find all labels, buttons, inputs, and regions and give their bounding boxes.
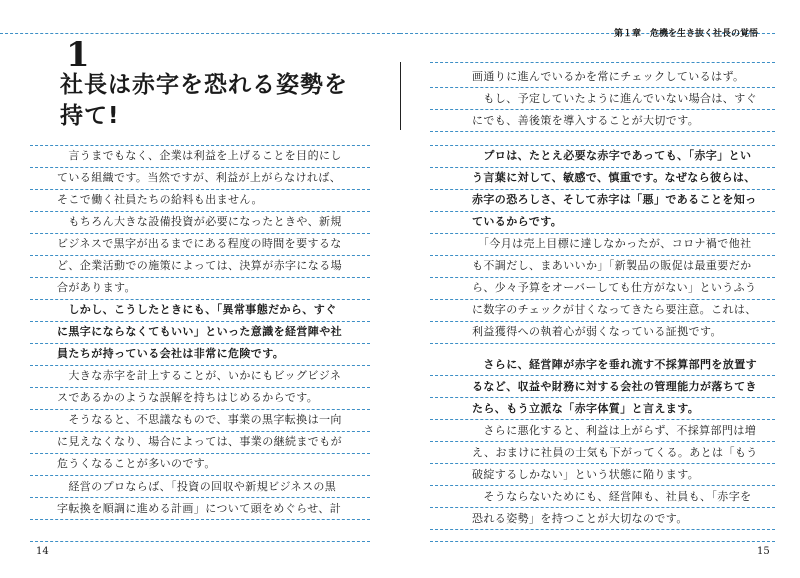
ruled-line — [430, 485, 775, 486]
body-line: 字転換を順調に進める計画」について頭をめぐらせ、計 — [57, 502, 342, 515]
ruled-line — [30, 343, 370, 344]
chapter-title-line-1: 社長は赤字を恐れる姿勢を — [60, 72, 348, 98]
body-line: 大きな赤字を計上することが、いかにもビッグビジネ — [57, 369, 342, 382]
ruled-line — [430, 529, 775, 530]
body-line: に見えなくなり、場合によっては、事業の継続までもが — [57, 435, 342, 448]
body-line: スであるかのような誤解を持ちはじめるからです。 — [57, 391, 319, 404]
body-line: そうなると、不思議なもので、事業の黒字転換は一向 — [57, 413, 342, 426]
right-page — [400, 0, 800, 578]
body-line: 言うまでもなく、企業は利益を上げることを目的にし — [57, 149, 342, 162]
chapter-title-line-2: 持て! — [60, 103, 120, 129]
ruled-line — [30, 453, 370, 454]
ruled-line — [30, 409, 370, 410]
body-line: ら、少々予算をオーバーしても仕方がない」というふう — [472, 281, 757, 294]
chapter-title — [60, 70, 348, 132]
body-line: 員たちが持っている会社は非常に危険です。 — [57, 347, 285, 360]
body-line: 合があります。 — [57, 281, 136, 294]
body-line: さらに悪化すると、利益は上がらず、不採算部門は増 — [472, 424, 757, 437]
ruled-line — [430, 167, 775, 168]
body-line: そうならないためにも、経営陣も、社員も、「赤字を — [472, 490, 752, 503]
ruled-line — [430, 441, 775, 442]
body-line: もし、予定していたように進んでいない場合は、すぐ — [472, 92, 757, 105]
ruled-line — [30, 255, 370, 256]
body-line: 恐れる姿勢」を持つことが大切なのです。 — [472, 512, 688, 525]
ruled-line — [30, 321, 370, 322]
ruled-line — [430, 507, 775, 508]
ruled-line — [430, 233, 775, 234]
body-line: も不調だし、まあいいか」「新製品の販促は最重要だか — [472, 259, 752, 272]
ruled-line — [430, 189, 775, 190]
body-line: もちろん大きな設備投資が必要になったときや、新規 — [57, 215, 342, 228]
ruled-line — [30, 387, 370, 388]
body-line: 経営のプロならば、「投資の回収や新規ビジネスの黒 — [57, 480, 337, 493]
body-line: ている組織です。当然ですが、利益が上がらなければ、 — [57, 171, 342, 184]
body-line: にでも、善後策を導入することが大切です。 — [472, 114, 700, 127]
top-rule — [0, 33, 400, 34]
ruled-line — [30, 431, 370, 432]
body-line: 危うくなることが多いのです。 — [57, 457, 216, 470]
body-line: ど、企業活動での施策によっては、決算が赤字になる場 — [57, 259, 342, 272]
chapter-number: 1 — [66, 35, 90, 75]
ruled-line — [30, 211, 370, 212]
body-line: 「今月は売上目標に達しなかったが、コロナ禍で他社 — [472, 237, 752, 250]
ruled-line — [430, 541, 775, 542]
ruled-line — [430, 277, 775, 278]
body-line: 赤字の恐ろしさ、そして赤字は「悪」であることを知っ — [472, 193, 757, 206]
ruled-line — [30, 189, 370, 190]
ruled-line — [30, 519, 370, 520]
ruled-line — [30, 167, 370, 168]
ruled-line — [30, 475, 370, 476]
ruled-line — [30, 233, 370, 234]
ruled-line — [430, 87, 775, 88]
body-line: しかし、こうしたときにも、「異常事態だから、すぐ — [57, 303, 337, 316]
ruled-line — [430, 62, 775, 63]
ruled-line — [430, 299, 775, 300]
ruled-line — [30, 277, 370, 278]
ruled-line — [430, 145, 775, 146]
body-line: そこで働く社員たちの給料も出ません。 — [57, 193, 263, 206]
body-line: プロは、たとえ必要な赤字であっても、「赤字」とい — [472, 149, 752, 162]
page-number-right: 15 — [757, 546, 770, 557]
ruled-line — [30, 497, 370, 498]
ruled-line — [430, 131, 775, 132]
running-head: 第１章 危機を生き抜く社長の覚悟 — [613, 29, 758, 39]
ruled-line — [30, 145, 370, 146]
ruled-line — [430, 419, 775, 420]
body-line: 破綻するしかない」という状態に陥ります。 — [472, 468, 700, 481]
ruled-line — [430, 109, 775, 110]
body-line: に数字のチェックが甘くなってきたら要注意。これは、 — [472, 303, 757, 316]
page-number-left: 14 — [36, 546, 49, 557]
body-line: 画通りに進んでいるかを常にチェックしているはず。 — [472, 70, 745, 83]
body-line: ているからです。 — [472, 215, 563, 228]
body-line: に黒字にならなくてもいい」といった意識を経営陣や社 — [57, 325, 342, 338]
ruled-line — [430, 255, 775, 256]
ruled-line — [430, 321, 775, 322]
ruled-line — [30, 299, 370, 300]
ruled-line — [30, 365, 370, 366]
ruled-line — [430, 211, 775, 212]
body-line: え、おまけに社員の士気も下がってくる。あとは「もう — [472, 446, 758, 459]
body-line: ビジネスで黒字が出るまでにある程度の時間を要するな — [57, 237, 342, 250]
ruled-line — [430, 463, 775, 464]
ruled-line — [30, 541, 370, 542]
ruled-line — [430, 375, 775, 376]
ruled-line — [430, 343, 775, 344]
ruled-line — [430, 397, 775, 398]
body-line: たら、もう立派な「赤字体質」と言えます。 — [472, 402, 700, 415]
body-line: 利益獲得への執着心が弱くなっている証拠です。 — [472, 325, 722, 338]
body-line: さらに、経営陣が赤字を垂れ流す不採算部門を放置す — [472, 358, 757, 371]
body-line: るなど、収益や財務に対する会社の管理能力が落ちてき — [472, 380, 757, 393]
body-line: う言葉に対して、敏感で、慎重です。なぜなら彼らは、 — [472, 171, 756, 184]
